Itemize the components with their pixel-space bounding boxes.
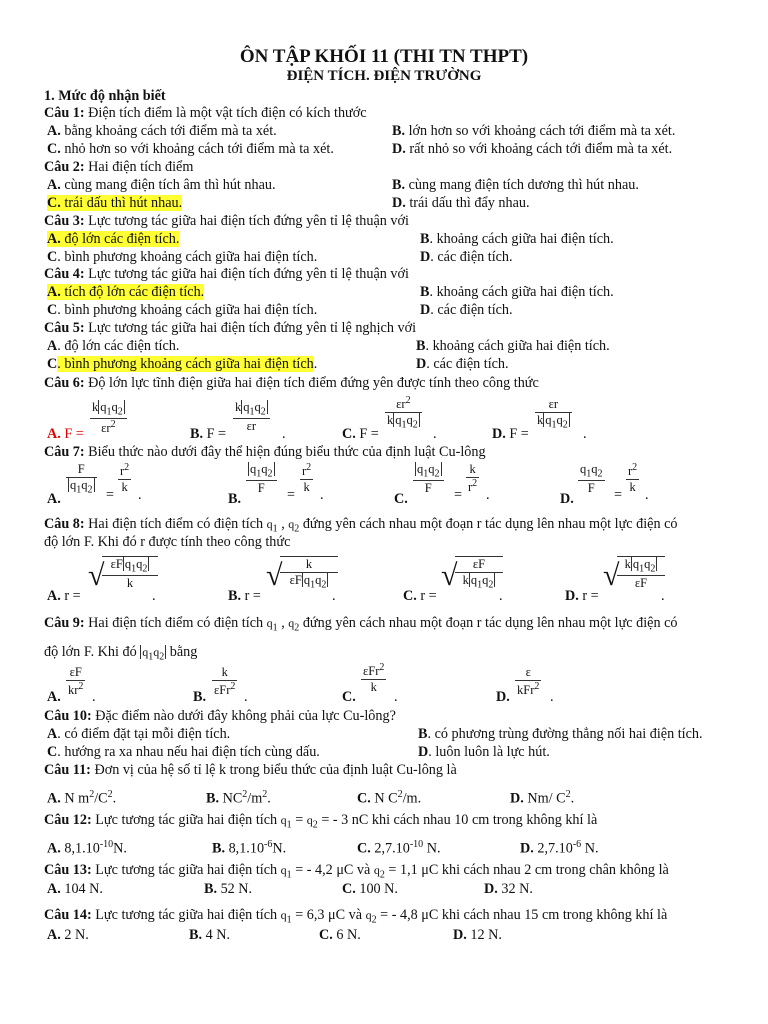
q10-option-d: D. luôn luôn là lực hút. bbox=[418, 744, 550, 760]
q8-option-b: B. r = bbox=[228, 588, 261, 604]
question-6: Câu 6: Độ lớn lực tĩnh điện giữa hai điện tích điểm đứng yên được tính theo công thức bbox=[44, 375, 539, 391]
question-12: Câu 12: Lực tương tác giữa hai điện tích $q_1 = q_2$ = - 3 nC khi cách nhau 10 cm trong không khí là bbox=[44, 812, 598, 831]
question-8-cont: độ lớn F. Khi đó r được tính theo công thức bbox=[44, 534, 291, 550]
question-9-cont: độ lớn F. Khi đó $q_1q_2$ bằng bbox=[44, 644, 198, 663]
q6-formula-d: $\frac{\varepsilon r}{k q_1q_2}$ bbox=[535, 397, 572, 431]
q8-formula-a: √ εF $q_1q_2$ k bbox=[88, 554, 158, 598]
q7-formula-c: $\frac{q_1q_2}{F}$ bbox=[413, 462, 444, 496]
q8-formula-d: √ k $q_1q_2$ εF bbox=[603, 554, 665, 598]
q11-option-a: A. N $m^2/C^2$. bbox=[47, 789, 117, 807]
q10-option-c: C. hướng ra xa nhau nếu hai điện tích cùng dấu. bbox=[47, 744, 320, 760]
q11-option-b: B. $NC^2/m^2$. bbox=[206, 789, 271, 807]
q1-option-a: A. bằng khoảng cách tới điểm mà ta xét. bbox=[47, 123, 277, 139]
q6-formula-c: $\frac{\varepsilon r^2}{k q_1q_2}$ bbox=[385, 395, 422, 431]
document-page: ÔN TẬP KHỐI 11 (THI TN THPT) ĐIỆN TÍCH. ĐIỆN TRƯỜNG 1. Mức độ nhận biết Câu 1: Điện tích điểm là một vật tích điện có kích thước A. bằng khoảng cách tới điểm mà ta xét. B. lớn hơn so với khoảng cách tới điểm mà ta xét. C. nhỏ hơn so với khoảng cách tới điểm mà ta xét. D. rất nhỏ so với khoảng cách tới điểm mà ta xét. Câu 2: Hai điện tích điểm A. cùng mang điện tích âm thì hút nhau. B. cùng mang điện tích dương thì hút nhau. C. trái dấu thì hút nhau. D. trái dấu thì đẩy nhau. Câu 3: Lực tương tác giữa hai điện tích đứng yên tỉ lệ thuận với A. độ lớn các điện tích. B. khoảng cách giữa hai điện tích. C. bình phương khoảng cách giữa hai điện tích. D. các điện tích. Câu 4: Lực tương tác giữa hai điện tích đứng yên tỉ lệ thuận với A. tích độ lớn các điện tích. B. khoảng cách giữa hai điện tích. C. bình phương khoảng cách giữa hai điện tích. D. các điện tích. Câu 5: Lực tương tác giữa hai điện tích đứng yên tỉ lệ nghịch với A. độ lớn các điện tích. B. khoảng cách giữa hai điện tích. C. bình phương khoảng cách giữa hai điện tích. D. các điện tích. Câu 6: Độ lớn lực tĩnh điện giữa hai điện tích điểm đứng yên được tính theo công thức A. F = $\frac{k q_1q_2}{\varepsilon r^2}$ B. F = $\frac{k q_1q_2}{\varepsilon r}$ . C. F = $\frac{\varepsilon r^2}{k q_1q_2}$ . D. F = $\frac{\varepsilon r}{k q_1q_2}$ . Câu 7: Biểu thức nào dưới đây thể hiện đúng biểu thức của định luật Cu-lông A. $\frac{F}{q_1q_2}$ = $\frac{r^2}{k}$ . B. $\frac{q_1q_2}{F}$ = $\frac{r^2}{k}$ . C. $\frac{q_1q_2}{F}$ = $\frac{k}{r^2}$ . D. $\frac{q_1q_2}{F}$ = $\frac{r^2}{k}$ . Câu 8: Hai điện tích điểm có điện tích $q_1$ , $q_2$ đứng yên cách nhau một đoạn r tác dụng lên nhau một lực điện có độ lớn F. Khi đó r được tính theo công thức A. r = √ εF $q_1q_2$ k . B. r = √ k εF $q_1q_2$ . C. r = √ εF k $q_1q_2$ . D. r = √ k $q_1q_2$ εF . Câu 9: Hai điện tích điểm có điện tích $q_1$ , $q_2$ đứng yên cách nhau một đoạn r tác dụng lên nhau một lực điện có độ lớn F. Khi đó $q_1q_2$ bằng A. $\frac{\varepsilon F}{kr^2}$ . B. k εFr$^2$ . C. εFr$^2$ k . D. ε kFr$^2$ . Câu 10: Đặc điểm nào dưới đây không phải của lực Cu-lông? A. có điểm đặt tại mỗi điện tích. B. có phương trùng đường thẳng nối hai điện tích. C. hướng ra xa nhau nếu hai điện tích cùng dấu. D. luôn luôn là lực hút. Câu 11: Đơn vị của hệ số tỉ lệ k trong biểu thức của định luật Cu-lông là A. N $m^2/C^2$. B. $NC^2/m^2$. C. N $C^2/m$. D. Nm/ $C^2$. Câu 12: Lực tương tác giữa hai điện tích $q_1 = q_2$ = - 3 nC khi cách nhau 10 cm trong không khí là A. $8,1.10^{-10}N$. B. $8,1.10^{-6}N$. C. $2,7.10^{-10}$ N. D. $2,7.10^{-6}$ N. Câu 13: Lực tương tác giữa hai điện tích $q_1$ = - 4,2 μC và $q_2 = 1,1$ μC khi cách nhau 2 cm trong chân không là A. 104 N. B. 52 N. C. 100 N. D. 32 N. Câu 14: Lực tương tác giữa hai điện tích $q_1 = 6,3$ μC và $q_2$ = - 4,8 μC khi cách nhau 15 cm trong không khí là A. 2 N. B. 4 N. C. 6 N. D. 12 N. bbox=[0, 0, 768, 1024]
q12-option-b: B. $8,1.10^{-6}N$. bbox=[212, 839, 287, 857]
question-14: Câu 14: Lực tương tác giữa hai điện tích $q_1 = 6,3$ μC và $q_2$ = - 4,8 μC khi cách nhau 15 cm trong không khí là bbox=[44, 907, 668, 926]
q2-option-d: D. trái dấu thì đẩy nhau. bbox=[392, 195, 530, 211]
q7-option-d: D. bbox=[560, 491, 574, 507]
q9-option-a: A. bbox=[47, 689, 61, 705]
q5-option-d: D. các điện tích. bbox=[416, 356, 509, 372]
question-4: Câu 4: Lực tương tác giữa hai điện tích đứng yên tỉ lệ thuận với bbox=[44, 266, 409, 282]
question-8: Câu 8: Hai điện tích điểm có điện tích $q_1$ , $q_2$ đứng yên cách nhau một đoạn r tác dụng lên nhau một lực điện có bbox=[44, 516, 678, 535]
q14-option-b: B. 4 N. bbox=[189, 927, 230, 943]
q14-option-c: C. 6 N. bbox=[319, 927, 361, 943]
q1-option-c: C. nhỏ hơn so với khoảng cách tới điểm mà ta xét. bbox=[47, 141, 334, 157]
question-11: Câu 11: Đơn vị của hệ số tỉ lệ k trong biểu thức của định luật Cu-lông là bbox=[44, 762, 457, 778]
q2-option-a: A. cùng mang điện tích âm thì hút nhau. bbox=[47, 177, 276, 193]
q3-option-a: A. độ lớn các điện tích. bbox=[47, 231, 180, 247]
q3-option-d: D. các điện tích. bbox=[420, 249, 513, 265]
q4-option-d: D. các điện tích. bbox=[420, 302, 513, 318]
q8-formula-b: √ k εF $q_1q_2$ bbox=[266, 554, 338, 598]
q3-option-b: B. khoảng cách giữa hai điện tích. bbox=[420, 231, 614, 247]
q6-option-c: C. F = bbox=[342, 426, 379, 442]
q13-option-a: A. 104 N. bbox=[47, 881, 103, 897]
q7-formula-b: $\frac{q_1q_2}{F}$ bbox=[246, 462, 277, 496]
q12-option-c: C. $2,7.10^{-10}$ N. bbox=[357, 839, 441, 857]
q7-option-c: C. bbox=[394, 491, 408, 507]
question-5: Câu 5: Lực tương tác giữa hai điện tích đứng yên tỉ lệ nghịch với bbox=[44, 320, 417, 336]
q8-formula-c: √ εF k $q_1q_2$ bbox=[441, 554, 503, 598]
page-title: ÔN TẬP KHỐI 11 (THI TN THPT) bbox=[239, 46, 529, 67]
q10-option-b: B. có phương trùng đường thẳng nối hai điện tích. bbox=[418, 726, 703, 742]
q4-option-b: B. khoảng cách giữa hai điện tích. bbox=[420, 284, 614, 300]
q4-option-a: A. tích độ lớn các điện tích. bbox=[47, 284, 205, 300]
question-10: Câu 10: Đặc điểm nào dưới đây không phải của lực Cu-lông? bbox=[44, 708, 396, 724]
question-9: Câu 9: Hai điện tích điểm có điện tích $q_1$ , $q_2$ đứng yên cách nhau một đoạn r tác dụng lên nhau một lực điện có bbox=[44, 615, 678, 634]
q5-option-b: B. khoảng cách giữa hai điện tích. bbox=[416, 338, 610, 354]
q14-option-a: A. 2 N. bbox=[47, 927, 89, 943]
q8-option-c: C. r = bbox=[403, 588, 437, 604]
question-13: Câu 13: Lực tương tác giữa hai điện tích $q_1$ = - 4,2 μC và $q_2 = 1,1$ μC khi cách nhau 2 cm trong chân không là bbox=[44, 862, 669, 881]
q9-formula-b: k εFr$^2$ bbox=[214, 665, 236, 698]
question-3: Câu 3: Lực tương tác giữa hai điện tích đứng yên tỉ lệ thuận với bbox=[44, 213, 409, 229]
q9-option-c: C. bbox=[342, 689, 356, 705]
q13-option-d: D. 32 N. bbox=[484, 881, 533, 897]
question-2: Câu 2: Hai điện tích điểm bbox=[44, 159, 194, 175]
section-heading: 1. Mức độ nhận biết bbox=[44, 88, 166, 104]
q5-option-c: C. bình phương khoảng cách giữa hai điện tích. bbox=[47, 356, 318, 372]
q11-option-c: C. N $C^2/m$. bbox=[357, 789, 422, 807]
q1-option-d: D. rất nhỏ so với khoảng cách tới điểm mà ta xét. bbox=[392, 141, 673, 157]
q6-option-a: A. F = bbox=[47, 426, 84, 442]
q12-option-a: A. $8,1.10^{-10}N$. bbox=[47, 839, 127, 857]
q6-option-d: D. F = bbox=[492, 426, 529, 442]
q6-option-b: B. F = bbox=[190, 426, 227, 442]
q10-option-a: A. có điểm đặt tại mỗi điện tích. bbox=[47, 726, 231, 742]
q9-formula-d: ε kFr$^2$ bbox=[517, 665, 540, 698]
q4-option-c: C. bình phương khoảng cách giữa hai điện tích. bbox=[47, 302, 318, 318]
q12-option-d: D. $2,7.10^{-6}$ N. bbox=[520, 839, 599, 857]
q13-option-c: C. 100 N. bbox=[342, 881, 398, 897]
q7-option-a: A. bbox=[47, 491, 61, 507]
q3-option-c: C. bình phương khoảng cách giữa hai điện tích. bbox=[47, 249, 318, 265]
page-subtitle: ĐIỆN TÍCH. ĐIỆN TRƯỜNG bbox=[286, 68, 482, 84]
q6-formula-a: $\frac{k q_1q_2}{\varepsilon r^2}$ bbox=[90, 400, 127, 436]
q5-option-a: A. độ lớn các điện tích. bbox=[47, 338, 180, 354]
q14-option-d: D. 12 N. bbox=[453, 927, 502, 943]
q9-formula-c: εFr$^2$ k bbox=[363, 662, 385, 695]
q1-option-b: B. lớn hơn so với khoảng cách tới điểm mà ta xét. bbox=[392, 123, 676, 139]
q9-formula-a: $\frac{\varepsilon F}{kr^2}$ bbox=[68, 665, 84, 698]
q9-option-d: D. bbox=[496, 689, 510, 705]
q7-formula-a: $\frac{F}{q_1q_2}$ bbox=[66, 462, 97, 496]
q2-option-c: C. trái dấu thì hút nhau. bbox=[47, 195, 183, 211]
q11-option-d: D. Nm/ $C^2$. bbox=[510, 789, 575, 807]
q6-formula-b: $\frac{k q_1q_2}{\varepsilon r}$ bbox=[233, 400, 270, 434]
q7-option-b: B. bbox=[228, 491, 242, 507]
q7-formula-d: $\frac{q_1q_2}{F}$ bbox=[580, 462, 603, 495]
q2-option-b: B. cùng mang điện tích dương thì hút nhau. bbox=[392, 177, 639, 193]
question-1: Câu 1: Điện tích điểm là một vật tích điện có kích thước bbox=[44, 105, 367, 121]
q9-option-b: B. bbox=[193, 689, 207, 705]
q8-option-d: D. r = bbox=[565, 588, 599, 604]
q13-option-b: B. 52 N. bbox=[204, 881, 253, 897]
question-7: Câu 7: Biểu thức nào dưới đây thể hiện đúng biểu thức của định luật Cu-lông bbox=[44, 444, 486, 460]
q8-option-a: A. r = bbox=[47, 588, 81, 604]
